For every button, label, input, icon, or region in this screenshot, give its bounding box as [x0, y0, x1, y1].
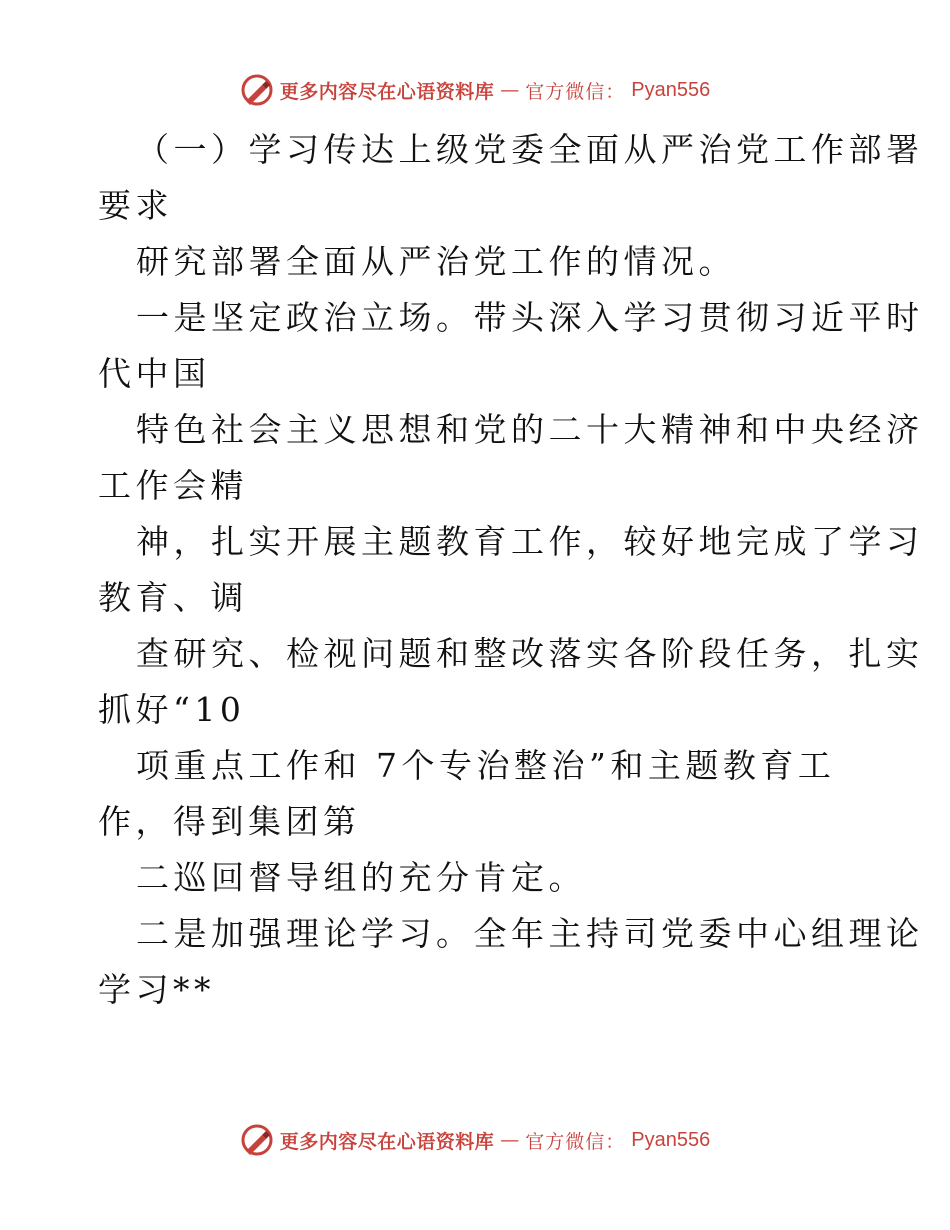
text-line: 作，得到集团第 — [98, 802, 361, 841]
text-line: 学习** — [98, 970, 215, 1009]
header-watermark — [0, 70, 950, 110]
text-line: （一）学习传达上级党委全面从严治党工作部署 — [136, 130, 924, 169]
watermark-official-label: 官方微信： — [525, 1130, 626, 1153]
text-line: 项重点工作和 7个专治整治”和主题教育工 — [136, 746, 836, 785]
text-line: 工作会精 — [98, 466, 248, 505]
text-line: 查研究、检视问题和整改落实各阶段任务，扎实 — [136, 634, 924, 673]
text-line: 代中国 — [98, 354, 211, 393]
text-line: 抓好“10 — [98, 690, 246, 729]
footer-watermark — [0, 1120, 950, 1160]
text-line: 一是坚定政治立场。带头深入学习贯彻习近平时 — [136, 298, 924, 337]
pen-logo-icon — [240, 1123, 274, 1157]
document-body — [98, 122, 924, 1018]
text-line: 二是加强理论学习。全年主持司党委中心组理论 — [136, 914, 924, 953]
text-line: 特色社会主义思想和党的二十大精神和中央经济 — [136, 410, 924, 449]
watermark-brand-text: 更多内容尽在心语资料库 — [279, 1130, 495, 1153]
watermark-dash: — — [500, 79, 520, 101]
text-line: 神，扎实开展主题教育工作，较好地完成了学习 — [136, 522, 924, 561]
text-line: 二巡回督导组的充分肯定。 — [136, 858, 586, 897]
watermark-official-label: 官方微信： — [525, 80, 626, 103]
text-line: 教育、调 — [98, 578, 248, 617]
text-line: 研究部署全面从严治党工作的情况。 — [136, 242, 736, 281]
watermark-account-id: Pyan556 — [631, 78, 711, 101]
text-line: 要求 — [98, 186, 173, 225]
pen-logo-icon — [240, 73, 274, 107]
watermark-dash: — — [500, 1129, 520, 1151]
watermark-account-id: Pyan556 — [631, 1128, 711, 1151]
watermark-brand-text: 更多内容尽在心语资料库 — [279, 80, 495, 103]
